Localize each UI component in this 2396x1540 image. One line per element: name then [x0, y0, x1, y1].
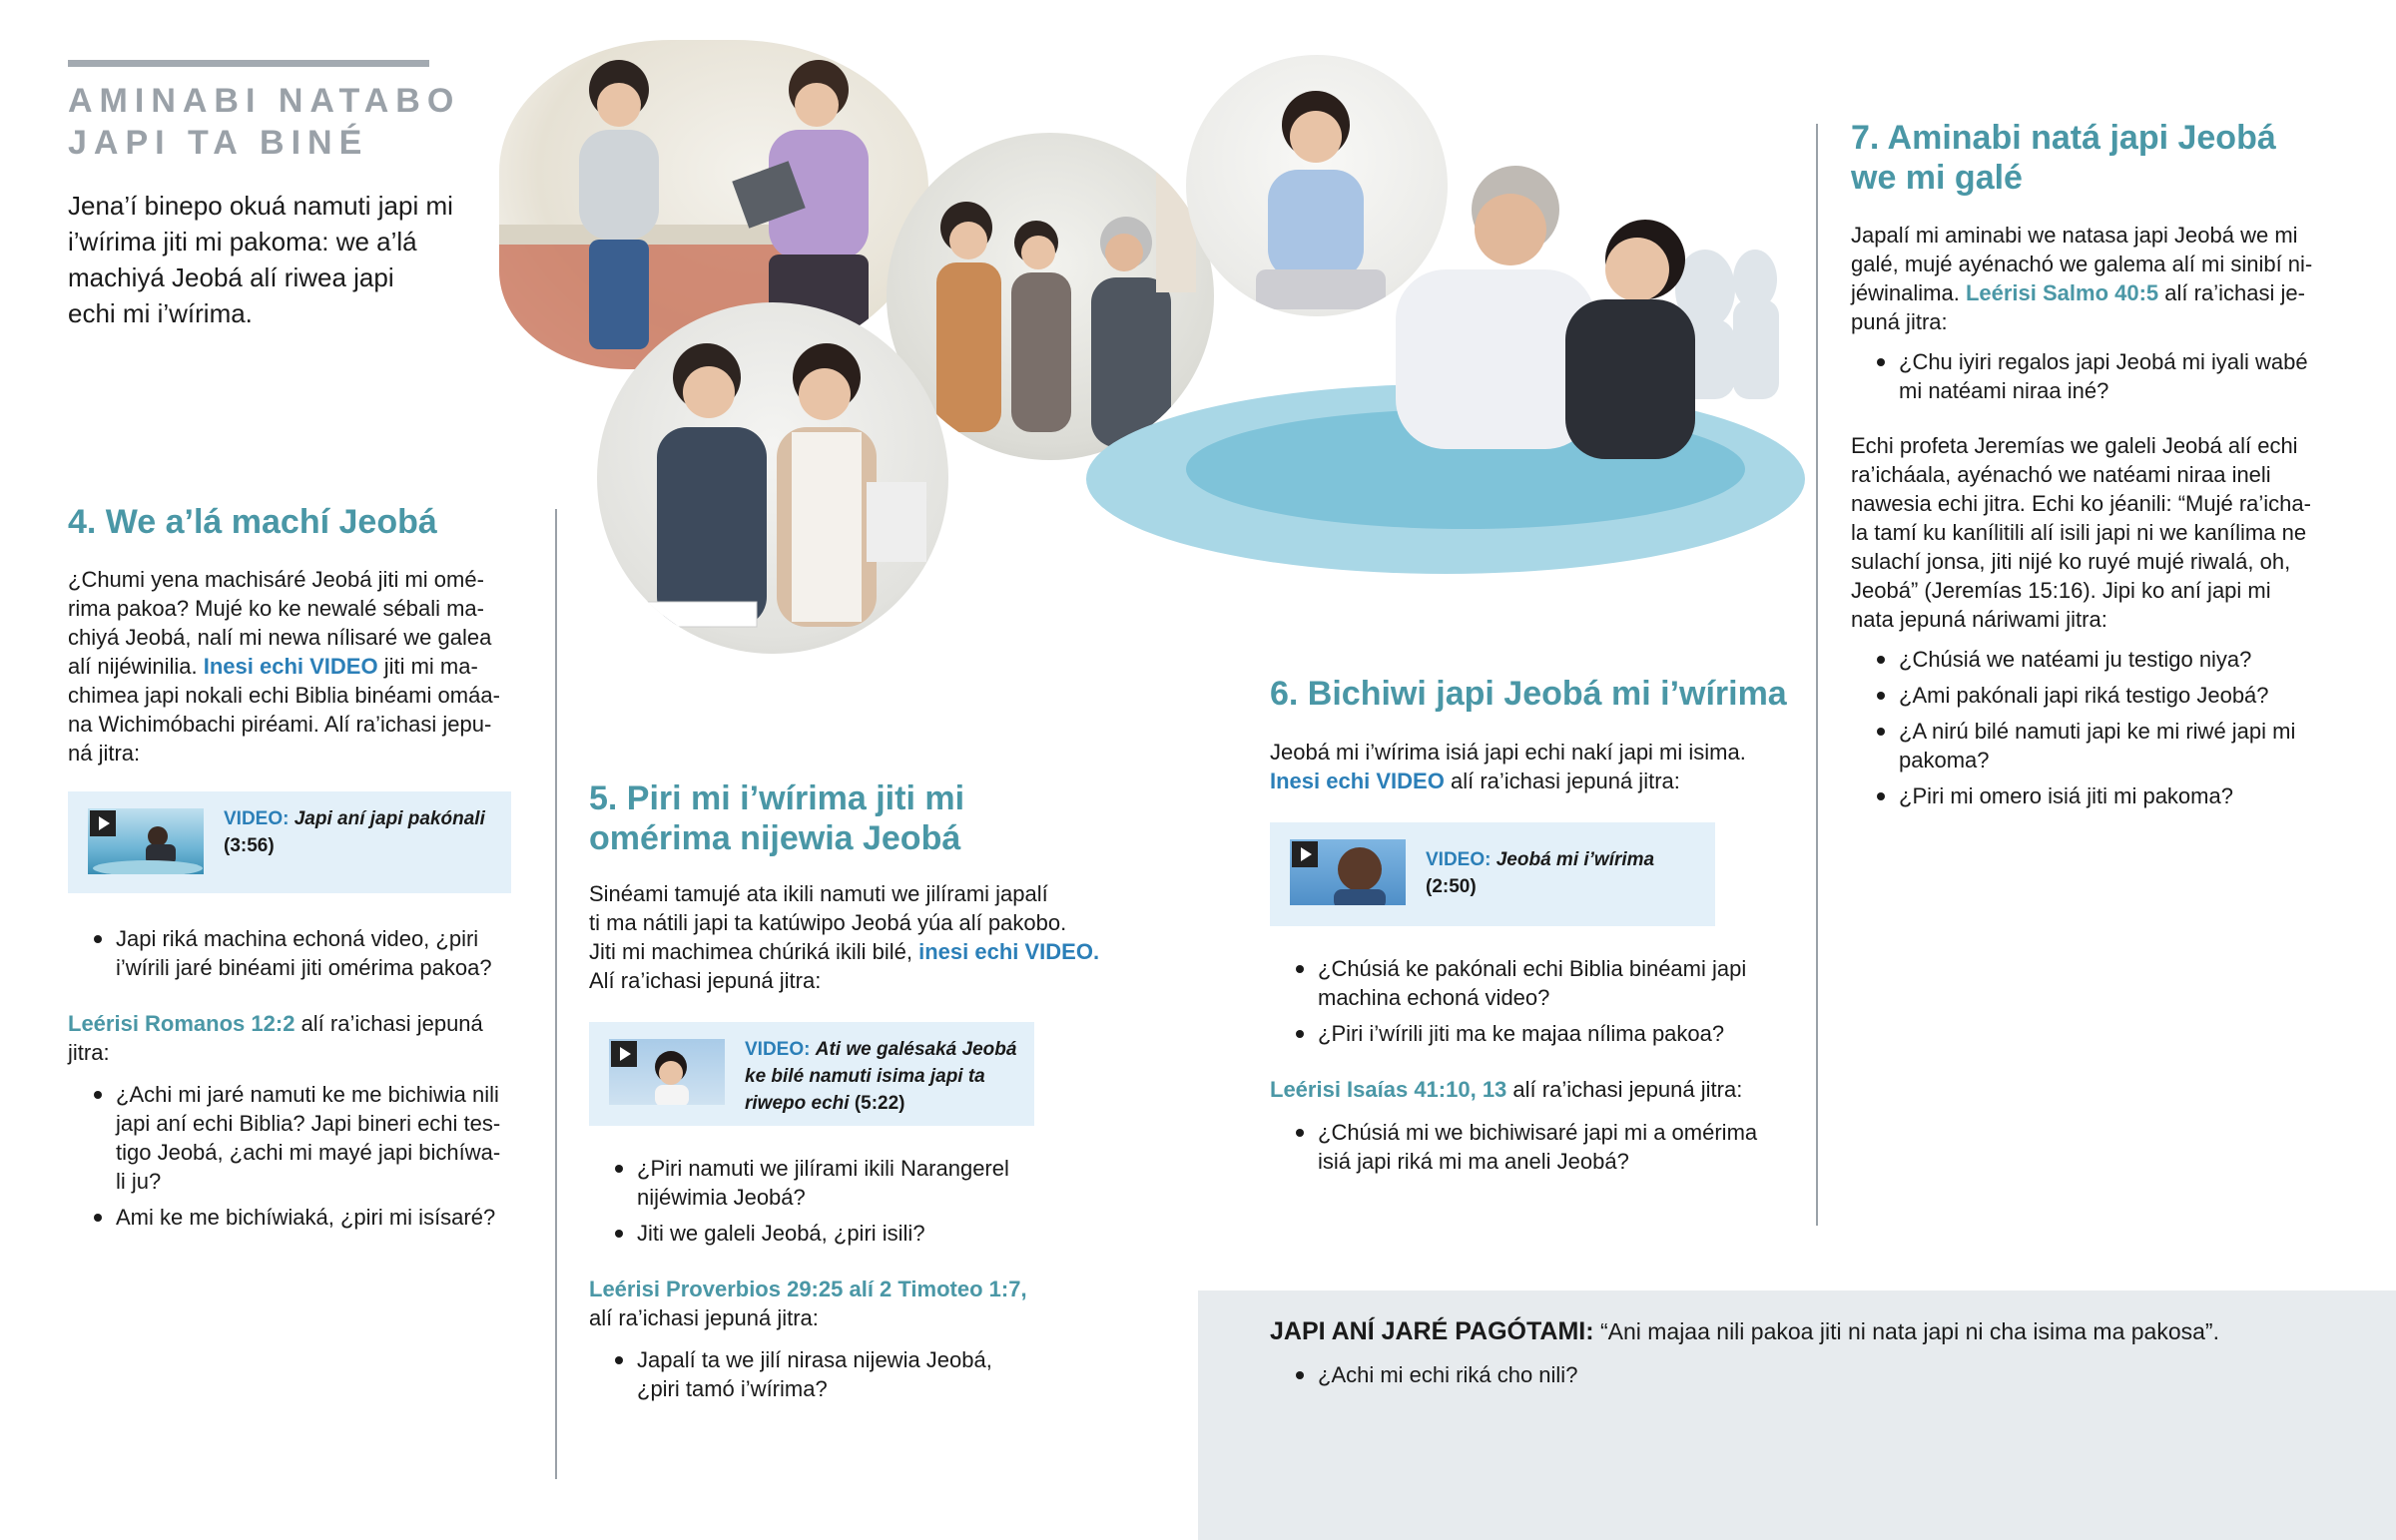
intro-line: i’wírima jiti mi pakoma: we a’lá: [68, 227, 417, 257]
video-caption: VIDEO: Jeobá mi i’wírima (2:50): [1426, 846, 1654, 900]
play-icon[interactable]: [611, 1041, 637, 1067]
section-4-title: [68, 502, 437, 542]
section-5-title: 5. Piri mi i’wírima jiti mi omérima nijewia Jeobá: [589, 779, 965, 857]
section-5-questions-a: [589, 1154, 1058, 1255]
kicker-line-2: JAPI TA BINÉ: [68, 124, 369, 162]
video-card-japi-ani[interactable]: [68, 791, 511, 893]
section-4-body: [68, 565, 527, 768]
watch-video-link[interactable]: Inesi echi VIDEO: [1270, 769, 1445, 793]
section-6-body: [1270, 738, 1746, 795]
section-7-questions-b: [1851, 645, 2370, 817]
body-line: Inesi echi VIDEO alí ra’ichasi jepuná jitra:: [1270, 769, 1680, 793]
body-line: Jeobá mi i’wírima isiá japi echi nakí japi mi isima.: [1270, 740, 1746, 765]
body-line: alí nijéwinilia. Inesi echi VIDEO jiti mi ma-: [68, 654, 478, 679]
section-6-title: 6. Bichiwi japi Jeobá mi i’wírima: [1270, 675, 1787, 713]
body-line: Sinéami tamujé ata ikili namuti we jilírami japalí: [589, 881, 1048, 906]
watch-video-link[interactable]: Inesi echi VIDEO: [203, 654, 378, 679]
body-line: chimea japi nokali echi Biblia binéami omáa-: [68, 683, 500, 708]
question-item: ¿Achi mi echi riká cho nili?: [1270, 1360, 2168, 1389]
section-5-questions-b: [589, 1345, 1058, 1410]
body-line: Alí ra’ichasi jepuná jitra:: [589, 968, 822, 993]
body-line: ti ma nátili japi ta katúwipo Jeobá yúa alí pakobo.: [589, 910, 1067, 935]
objection-box: [1198, 1290, 2396, 1540]
question-item: ¿Piri mi omero isiá jiti mi pakoma?: [1851, 781, 2370, 810]
question-item: Ami ke me bichíwiaká, ¿piri mi isísaré?: [68, 1203, 537, 1232]
illustration-baptism: [1066, 150, 1805, 599]
body-line: rima pakoa? Mujé ko ke newalé sébali ma-: [68, 596, 484, 621]
column-divider: [555, 509, 557, 1479]
section-4-title-text: 4. We a’lá machí Jeobá: [68, 503, 437, 541]
lesson-kicker: [68, 80, 487, 164]
video-thumbnail[interactable]: [1290, 839, 1406, 905]
question-item: ¿Piri namuti we jilírami ikili Narangerel nijéwimia Jeobá?: [589, 1154, 1058, 1212]
section-6-reading: Leérisi Isaías 41:10, 13 alí ra’ichasi jepuná jitra:: [1270, 1077, 1743, 1102]
question-item: ¿Chúsiá we natéami ju testigo niya?: [1851, 645, 2370, 674]
scripture-ref[interactable]: Leérisi Salmo 40:5: [1965, 280, 2159, 305]
section-4-questions-b: [68, 1080, 537, 1239]
intro-line: echi mi i’wírima.: [68, 298, 253, 328]
scripture-ref[interactable]: Leérisi Proverbios 29:25 alí 2 Timoteo 1:7,: [589, 1277, 1027, 1301]
video-caption: VIDEO: Japi aní japi pakónali (3:56): [224, 805, 485, 859]
video-caption: VIDEO: Ati we galésaká Jeobá ke bilé namuti isima japi ta riwepo echi (5:22): [745, 1039, 1017, 1114]
play-icon[interactable]: [90, 810, 116, 836]
question-item: Japalí ta we jilí nirasa nijewia Jeobá, ¿piri tamó i’wírima?: [589, 1345, 1058, 1403]
kicker-line-1: AMINABI NATABO: [68, 82, 461, 120]
watch-video-link[interactable]: inesi echi VIDEO.: [918, 939, 1100, 964]
scripture-ref[interactable]: Leérisi Romanos 12:2: [68, 1011, 296, 1036]
video-card-galesaka[interactable]: [589, 1022, 1034, 1126]
intro-line: machiyá Jeobá alí riwea japi: [68, 262, 394, 292]
section-6-questions-b: [1270, 1118, 1789, 1183]
column-divider: [1816, 124, 1818, 1226]
question-item: ¿Chúsiá ke pakónali echi Biblia binéami japi machina echoná video?: [1270, 954, 1789, 1012]
section-6-questions-a: [1270, 954, 1789, 1055]
question-item: ¿A nirú bilé namuti japi ke mi riwé japi mi pakoma?: [1851, 717, 2370, 774]
top-rule: [68, 60, 429, 67]
section-7-questions-a: [1851, 347, 2370, 412]
body-line: ná jitra:: [68, 741, 141, 766]
video-duration: (3:56): [224, 835, 275, 856]
question-item: Japi riká machina echoná video, ¿piri i’wírili jaré binéami jiti omérima pakoa?: [68, 924, 537, 982]
video-duration: (2:50): [1426, 876, 1477, 897]
video-thumbnail[interactable]: [88, 808, 204, 874]
question-item: ¿Chu iyiri regalos japi Jeobá mi iyali wabé mi natéami niraa iné?: [1851, 347, 2370, 405]
question-item: Jiti we galeli Jeobá, ¿piri isili?: [589, 1219, 1058, 1248]
section-4-reading: Leérisi Romanos 12:2 alí ra’ichasi jepuná jitra:: [68, 1011, 483, 1065]
body-line: na Wichimóbachi piréami. Alí ra’ichasi jepu-: [68, 712, 492, 737]
play-icon[interactable]: [1292, 841, 1318, 867]
section-4-questions-a: [68, 924, 537, 989]
scripture-ref[interactable]: Leérisi Isaías 41:10, 13: [1270, 1077, 1507, 1102]
body-line: ¿Chumi yena machisáré Jeobá jiti mi omé-: [68, 567, 484, 592]
question-item: ¿Achi mi jaré namuti ke me bichiwia nili japi aní echi Biblia? Japi bineri echi tes- tigo Jeobá, ¿achi mi mayé japi bichíwa- li ju?: [68, 1080, 537, 1196]
illustration-coworkers-circle: [597, 302, 948, 654]
intro-line: Jena’í binepo okuá namuti japi mi: [68, 191, 453, 221]
section-5-reading: Leérisi Proverbios 29:25 alí 2 Timoteo 1:7, alí ra’ichasi jepuná jitra:: [589, 1277, 1027, 1330]
video-duration: (5:22): [854, 1093, 905, 1114]
video-thumbnail[interactable]: [609, 1039, 725, 1105]
section-7-p1: Japalí mi aminabi we natasa japi Jeobá we mi galé, mujé ayénachó we galema alí mi sinibí ni- jéwinalima. Leérisi Salmo 40:5 alí ra’ichasi je- puná jitra:: [1851, 223, 2313, 334]
body-line: chiyá Jeobá, nalí mi newa nílisaré we galea: [68, 625, 492, 650]
question-item: ¿Ami pakónali japi riká testigo Jeobá?: [1851, 681, 2370, 710]
section-7-p2: Echi profeta Jeremías we galeli Jeobá alí echi ra’icháala, ayénachó we natéami niraa ineli nawesia echi jitra. Echi ko jéanili: “Mujé ra’icha- la tamí ku kanílitili alí isili japi ni we kanílima ne sulachí jonsa, jiti nijé ko ruyé mujé riwalá, oh, Jeobá” (Jeremías 15:16). Jipi ko aní japi mi nata jepuná náriwami jitra:: [1851, 433, 2311, 632]
objection-line: [1270, 1316, 2219, 1346]
intro-text: [68, 188, 507, 331]
question-item: ¿Piri i’wírili jiti ma ke majaa nílima pakoa?: [1270, 1019, 1789, 1048]
section-5-body: [589, 879, 1099, 995]
question-item: ¿Chúsiá mi we bichiwisaré japi mi a omérima isiá japi riká mi ma aneli Jeobá?: [1270, 1118, 1789, 1176]
section-7-title: 7. Aminabi natá japi Jeobá we mi galé: [1851, 119, 2276, 197]
objection-lead: JAPI ANÍ JARÉ PAGÓTAMI:: [1270, 1317, 1594, 1345]
video-card-jeoba-iwirima[interactable]: [1270, 822, 1715, 926]
objection-quote: “Ani majaa nili pakoa jiti ni nata japi ni cha isima ma pakosa”.: [1599, 1318, 2219, 1344]
body-line: Jiti mi machimea chúriká ikili bilé, inesi echi VIDEO.: [589, 939, 1100, 964]
